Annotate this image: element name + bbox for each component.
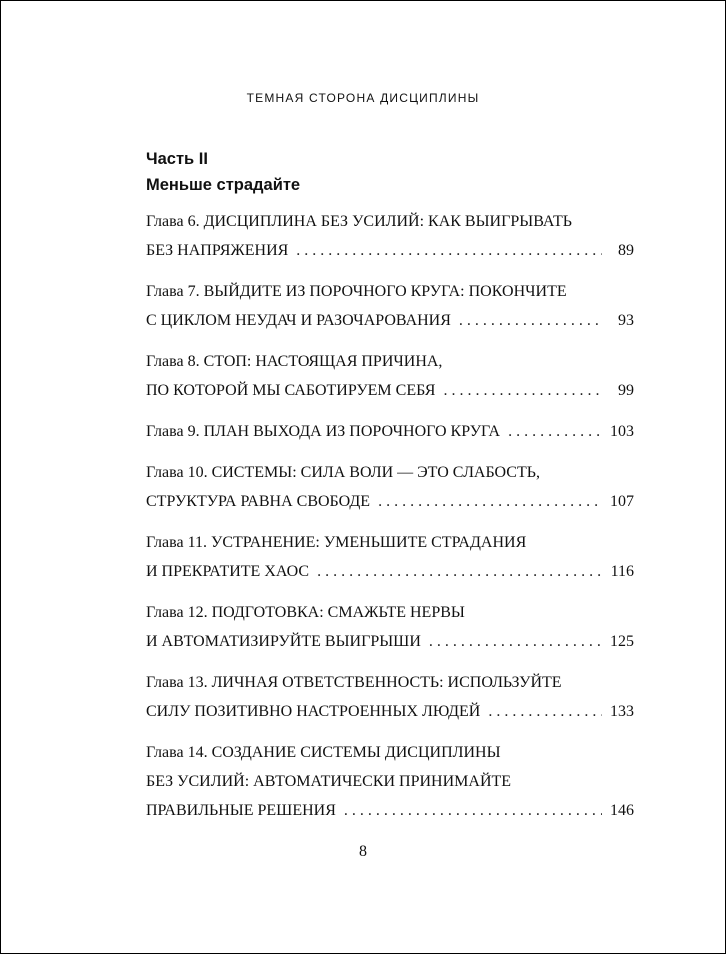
toc-entry-line: [146, 767, 634, 796]
toc-entry-line: [146, 627, 634, 656]
toc-entry-line: [146, 598, 634, 627]
part-title: Меньше страдайте: [146, 176, 301, 194]
toc-entry-title: Глава 6. ДИСЦИПЛИНА БЕЗ УСИЛИЙ: КАК ВЫИГРЫВАТЬ: [146, 213, 572, 230]
toc-entry-title: И ПРЕКРАТИТЕ ХАОС: [146, 563, 310, 580]
toc-page-number: 125: [610, 633, 634, 650]
part-label: Часть II: [146, 150, 208, 168]
dot-leader: [508, 417, 602, 446]
toc-entry[interactable]: [146, 668, 634, 726]
toc-entry-title: Глава 9. ПЛАН ВЫХОДА ИЗ ПОРОЧНОГО КРУГА: [146, 423, 501, 440]
toc-entry-line: [146, 796, 634, 825]
toc-page-number: 103: [610, 423, 634, 440]
part-heading: [146, 146, 300, 198]
dot-leader: [344, 796, 602, 825]
running-head: ТЕМНАЯ СТОРОНА ДИСЦИПЛИНЫ: [246, 91, 480, 105]
toc-entry-title: Глава 14. СОЗДАНИЕ СИСТЕМЫ ДИСЦИПЛИНЫ: [146, 744, 501, 761]
toc-entry-line: [146, 528, 634, 557]
toc-page-number: 146: [610, 802, 634, 819]
table-of-contents: [146, 207, 634, 837]
toc-entry[interactable]: [146, 738, 634, 825]
toc-entry-title: Глава 7. ВЫЙДИТЕ ИЗ ПОРОЧНОГО КРУГА: ПОКОНЧИТЕ: [146, 283, 567, 300]
toc-entry-title: Глава 12. ПОДГОТОВКА: СМАЖЬТЕ НЕРВЫ: [146, 604, 465, 621]
toc-entry-line: [146, 417, 634, 446]
toc-entry-line: [146, 697, 634, 726]
toc-page-number: 116: [610, 563, 634, 580]
toc-entry-title: И АВТОМАТИЗИРУЙТЕ ВЫИГРЫШИ: [146, 633, 421, 650]
toc-entry[interactable]: [146, 598, 634, 656]
dot-leader: [378, 487, 602, 516]
dot-leader: [429, 627, 602, 656]
toc-entry-line: [146, 306, 634, 335]
toc-entry-title: Глава 10. СИСТЕМЫ: СИЛА ВОЛИ — ЭТО СЛАБОСТЬ,: [146, 464, 540, 481]
toc-entry-line: [146, 347, 634, 376]
toc-entry[interactable]: [146, 528, 634, 586]
toc-entry-title: ПО КОТОРОЙ МЫ САБОТИРУЕМ СЕБЯ: [146, 382, 436, 399]
toc-page-number: 93: [618, 312, 634, 329]
toc-entry[interactable]: [146, 417, 634, 446]
page-number: 8: [359, 843, 367, 860]
toc-entry-line: [146, 487, 634, 516]
toc-entry-title: Глава 13. ЛИЧНАЯ ОТВЕТСТВЕННОСТЬ: ИСПОЛЬЗУЙТЕ: [146, 674, 562, 691]
toc-entry-line: [146, 458, 634, 487]
toc-page-number: 89: [618, 242, 634, 259]
dot-leader: [317, 557, 602, 586]
toc-entry-title: ПРАВИЛЬНЫЕ РЕШЕНИЯ: [146, 802, 336, 819]
toc-entry-line: [146, 277, 634, 306]
toc-entry[interactable]: [146, 277, 634, 335]
dot-leader: [296, 236, 602, 265]
toc-entry-line: [146, 738, 634, 767]
toc-entry[interactable]: [146, 207, 634, 265]
dot-leader: [488, 697, 602, 726]
toc-entry-line: [146, 376, 634, 405]
toc-entry-title: С ЦИКЛОМ НЕУДАЧ И РАЗОЧАРОВАНИЯ: [146, 312, 451, 329]
dot-leader: [443, 376, 602, 405]
toc-entry[interactable]: [146, 458, 634, 516]
toc-page-number: 107: [610, 493, 634, 510]
toc-entry-title: БЕЗ УСИЛИЙ: АВТОМАТИЧЕСКИ ПРИНИМАЙТЕ: [146, 773, 512, 790]
toc-entry-line: [146, 557, 634, 586]
dot-leader: [459, 306, 602, 335]
toc-entry-title: СТРУКТУРА РАВНА СВОБОДЕ: [146, 493, 371, 510]
toc-entry-line: [146, 207, 634, 236]
toc-entry-title: БЕЗ НАПРЯЖЕНИЯ: [146, 242, 289, 259]
toc-page-number: 133: [610, 703, 634, 720]
toc-entry-title: Глава 11. УСТРАНЕНИЕ: УМЕНЬШИТЕ СТРАДАНИЯ: [146, 534, 527, 551]
toc-entry[interactable]: [146, 347, 634, 405]
toc-entry-line: [146, 236, 634, 265]
toc-entry-line: [146, 668, 634, 697]
toc-entry-title: Глава 8. СТОП: НАСТОЯЩАЯ ПРИЧИНА,: [146, 353, 443, 370]
toc-page-number: 99: [618, 382, 634, 399]
toc-entry-title: СИЛУ ПОЗИТИВНО НАСТРОЕННЫХ ЛЮДЕЙ: [146, 703, 481, 720]
